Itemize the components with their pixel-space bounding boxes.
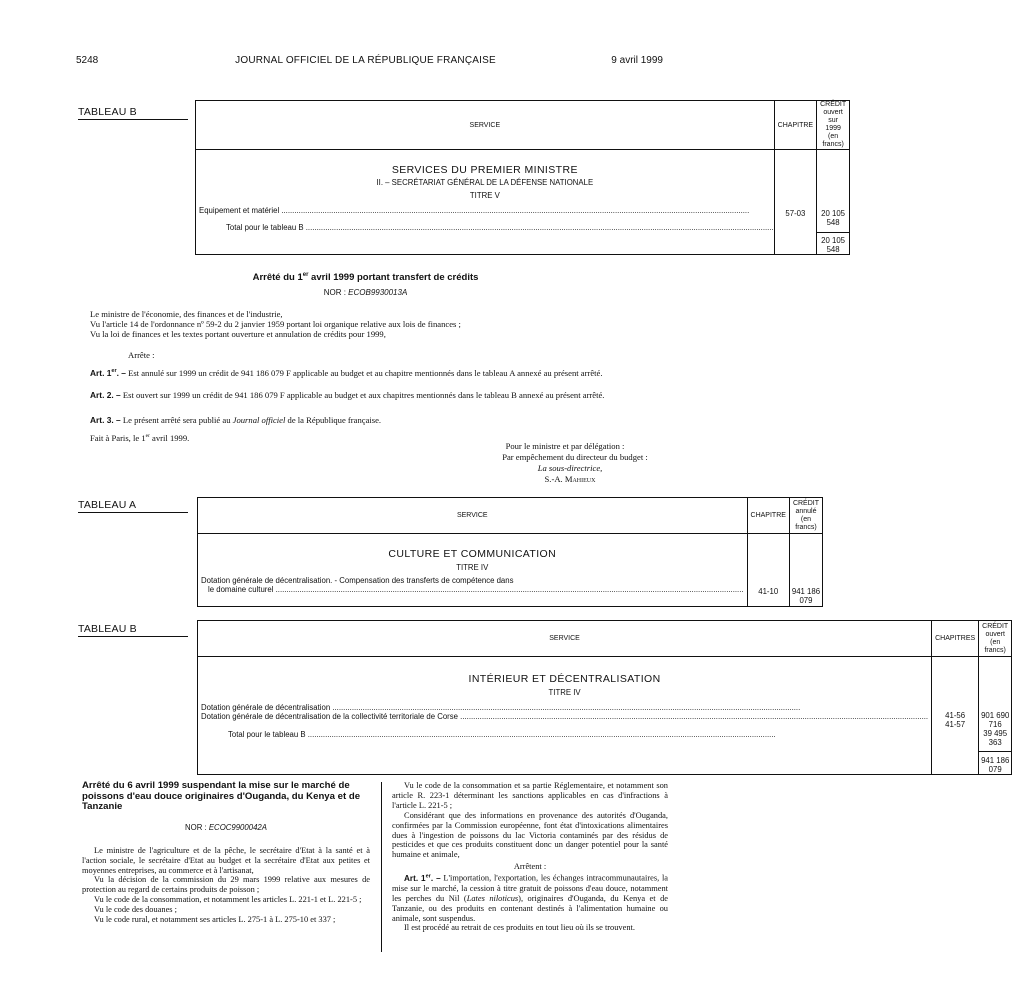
col-credit-header: CRÉDIT ouvert (en francs) xyxy=(979,621,1012,657)
arrete-2-nor: NOR : ECOC9900042A xyxy=(185,822,267,832)
arrete-1-title: Arrêté du 1er avril 1999 portant transfert de crédits xyxy=(252,272,479,284)
issue-date: 9 avril 1999 xyxy=(611,55,663,66)
col-service-header: SERVICE xyxy=(198,498,748,534)
row-label: Dotation générale de décentralisation de la collectivité territoriale de Corse ..... xyxy=(198,712,931,721)
arrete-2-vu-3: Vu le code des douanes ; xyxy=(94,905,177,915)
page-number: 5248 xyxy=(76,55,99,66)
credit-cell xyxy=(817,150,850,255)
tableau-b xyxy=(197,620,1012,775)
tableau-b-label: TABLEAU B xyxy=(78,623,188,637)
chapitre-cell xyxy=(774,150,816,255)
arrete-2-right-column xyxy=(392,781,668,933)
arrete-2-title: Arrêté du 6 avril 1999 suspendant la mise sur le marché de poissons d'eau douce originaires d'Ouganda, du Kenya et de Tanzanie xyxy=(82,780,361,813)
section-title: SERVICES DU PREMIER MINISTRE xyxy=(391,164,578,176)
total-label: Total pour le tableau B ..... xyxy=(196,223,774,232)
row-credit: 39 495 363 xyxy=(979,729,1011,752)
tableau-b-top xyxy=(195,100,850,255)
col-credit-header: CRÉDIT ouvert sur 1999 (en francs) xyxy=(817,101,850,150)
arrete-2-retrait: Il est procédé au retrait de ces produits en tout lieu où ils se trouvent. xyxy=(404,923,635,933)
arrete-1-vu-2: Vu la loi de finances et les textes portant ouverture et annulation de crédits pour 1999, xyxy=(90,329,386,339)
row-chapitre: 57-03 xyxy=(785,209,806,218)
arrete-2-vu-1: Vu la décision de la commission du 29 mars 1999 relative aux mesures de protection au regard de certains produits de poisson ; xyxy=(82,875,370,895)
col-service-header: SERVICE xyxy=(198,621,932,657)
total-credit: 941 186 079 xyxy=(981,756,1010,774)
total-label: Total pour le tableau B ..... xyxy=(198,730,931,739)
row-label: Equipement et matériel ..... xyxy=(196,206,774,215)
arrete-1-art-2: Art. 2. – Est ouvert sur 1999 un crédit de 941 186 079 F applicable au budget et aux chapitres mentionnés dans le tableau B annexé au présent arrêté. xyxy=(90,390,605,400)
arrete-1-art-3: Art. 3. – Le présent arrêté sera publié au Journal officiel de la République française. xyxy=(90,415,382,425)
row-chapitre: 41-10 xyxy=(758,587,779,596)
col-service-header: SERVICE xyxy=(196,101,775,150)
col-chapitre-header: CHAPITRE xyxy=(747,498,789,534)
arrete-2-vu-2: Vu le code de la consommation, et notamment les articles L. 221-1 et L. 221-5 ; xyxy=(94,895,362,905)
col-chapitre-header: CHAPITRES xyxy=(932,621,979,657)
arrete-1-vu-1: Vu l'article 14 de l'ordonnance nº 59-2 du 2 janvier 1959 portant loi organique relative aux lois de finances ; xyxy=(90,319,461,329)
service-cell xyxy=(198,657,932,775)
row-chapitre: 41-57 xyxy=(945,720,966,729)
tableau-a-label: TABLEAU A xyxy=(78,499,188,513)
column-divider xyxy=(381,782,382,952)
arrete-1-minister: Le ministre de l'économie, des finances et de l'industrie, xyxy=(90,309,283,319)
col-chapitre-header: CHAPITRE xyxy=(774,101,816,150)
service-cell xyxy=(198,534,748,607)
titre-label: TITRE V xyxy=(469,191,500,200)
arrete-2-left-column xyxy=(82,781,370,925)
arrete-2-vu-4: Vu le code rural, et notamment ses articles L. 275-1 à L. 275-10 et 337 ; xyxy=(94,915,336,925)
titre-label: TITRE IV xyxy=(456,563,489,572)
arrete-2-art-1: Art. 1er. – L'importation, l'exportation, les échanges intracommunautaires, la mise sur le marché, la cession à titre gratuit de poissons d'eau douce, notamment les perches du Nil (Lates niloticus), originaires d'Ouganda, du Kenya et de Tanzanie, ou des produits en contenant destinés à l'alimentation humaine ou animale, sont suspendus. xyxy=(392,873,668,923)
arrete-1-nor: NOR : ECOB9930013A xyxy=(323,288,408,297)
arrete-1-arrete: Arrête : xyxy=(128,350,155,360)
row-credit: 20 105 548 xyxy=(817,209,849,233)
arrete-2-ministers: Le ministre de l'agriculture et de la pêche, le secrétaire d'Etat à la santé et à l'action sociale, le secrétaire d'Etat au budget et la secrétaire d'Etat aux petites et moyennes entreprises, au commerce et à l'artisanat, xyxy=(82,845,370,875)
credit-cell xyxy=(979,657,1012,775)
section-subtitle: II. – SECRÉTARIAT GÉNÉRAL DE LA DÉFENSE NATIONALE xyxy=(376,178,594,187)
tableau-b-top-label: TABLEAU B xyxy=(78,106,188,120)
total-credit: 20 105 548 xyxy=(821,236,846,254)
arrete-1-signature: Pour le ministre et par délégation : Par empêchement du directeur du budget : La sous-directrice, S.-A. Mahieux xyxy=(502,441,648,484)
col-credit-header: CRÉDIT annulé (en francs) xyxy=(789,498,822,534)
section-title: CULTURE ET COMMUNICATION xyxy=(388,548,557,560)
arrete-1-fait: Fait à Paris, le 1er avril 1999. xyxy=(90,432,190,443)
service-cell xyxy=(196,150,775,255)
titre-label: TITRE IV xyxy=(548,688,581,697)
section-title: INTÉRIEUR ET DÉCENTRALISATION xyxy=(468,673,661,685)
arrete-2-arretent: Arrêtent : xyxy=(513,862,547,872)
arrete-2-vu-5: Vu le code de la consommation et sa partie Réglementaire, et notamment son article R. 223-1 déterminant les sanctions applicables en cas d'infractions à l'article L. 221-5 ; xyxy=(392,781,668,810)
credit-cell xyxy=(789,534,822,607)
row-credit: 941 186 079 xyxy=(791,587,821,605)
arrete-1-art-1: Art. 1er. – Est annulé sur 1999 un crédit de 941 186 079 F applicable au budget et au chapitre mentionnés dans le tableau A annexé au présent arrêté. xyxy=(90,367,603,378)
row-credit: 901 690 716 xyxy=(981,711,1010,729)
tableau-a xyxy=(197,497,823,607)
chapitre-cell xyxy=(932,657,979,775)
journal-title: JOURNAL OFFICIEL DE LA RÉPUBLIQUE FRANÇAISE xyxy=(235,55,496,66)
row-label-line-2: le domaine culturel ..... xyxy=(198,585,747,594)
arrete-2-considerant: Considérant que des informations en provenance des autorités d'Ouganda, confirmées par la Commission européenne, font état d'intoxications alimentaires dues à l'ingestion de poissons du lac Victoria contaminés par des résidus de pesticides et que ces produits constituent donc un danger potentiel pour la santé humaine et animale, xyxy=(392,810,668,860)
chapitre-cell xyxy=(747,534,789,607)
row-label: Dotation générale de décentralisation ..... xyxy=(198,703,931,712)
row-label-line-1: Dotation générale de décentralisation. - Compensation des transferts de compétence dans xyxy=(201,576,514,585)
row-chapitre: 41-56 xyxy=(945,711,966,720)
